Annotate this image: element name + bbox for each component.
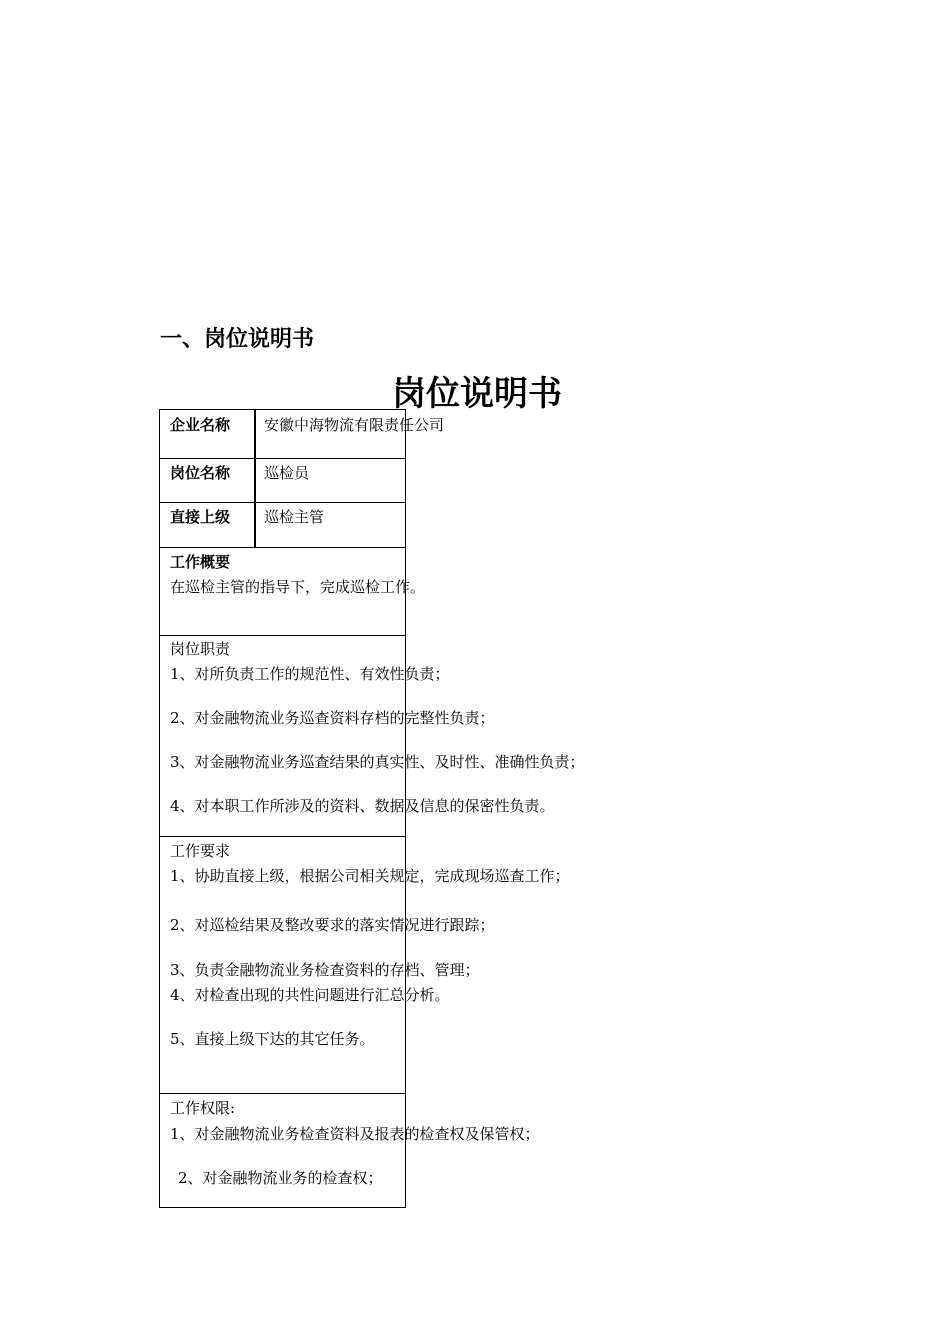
summary-title: 工作概要 (170, 553, 231, 571)
duty-item: 3、对金融物流业务巡查结果的真实性、及时性、准确性负责； (170, 753, 585, 771)
requirement-item: 5、直接上级下达的其它任务。 (170, 1030, 375, 1048)
authority-item: 2、对金融物流业务的检查权； (178, 1169, 383, 1187)
supervisor-value: 巡检主管 (264, 508, 325, 526)
duty-item: 1、对所负责工作的规范性、有效性负责； (170, 665, 450, 683)
requirement-item: 4、对检查出现的共性问题进行汇总分析。 (170, 986, 450, 1004)
authority-title: 工作权限: (170, 1099, 236, 1117)
requirement-item: 1、协助直接上级，根据公司相关规定，完成现场巡查工作； (170, 867, 570, 885)
duty-item: 4、对本职工作所涉及的资料、数据及信息的保密性负责。 (170, 797, 555, 815)
position-label: 岗位名称 (170, 464, 231, 482)
duty-item: 2、对金融物流业务巡查资料存档的完整性负责； (170, 709, 495, 727)
duties-title: 岗位职责 (170, 640, 231, 658)
document-title: 岗位说明书 (392, 374, 562, 414)
authority-item: 1、对金融物流业务检查资料及报表的检查权及保管权； (170, 1125, 540, 1143)
requirement-item: 3、负责金融物流业务检查资料的存档、管理； (170, 961, 480, 979)
section-heading: 一、岗位说明书 (160, 327, 315, 352)
position-value: 巡检员 (264, 464, 310, 482)
label-column-divider (254, 409, 256, 548)
requirements-title: 工作要求 (170, 842, 231, 860)
requirement-item: 2、对巡检结果及整改要求的落实情况进行跟踪； (170, 916, 495, 934)
summary-text: 在巡检主管的指导下，完成巡检工作。 (170, 578, 426, 596)
company-label: 企业名称 (170, 416, 231, 434)
company-value: 安徽中海物流有限责任公司 (264, 416, 445, 434)
supervisor-label: 直接上级 (170, 508, 231, 526)
